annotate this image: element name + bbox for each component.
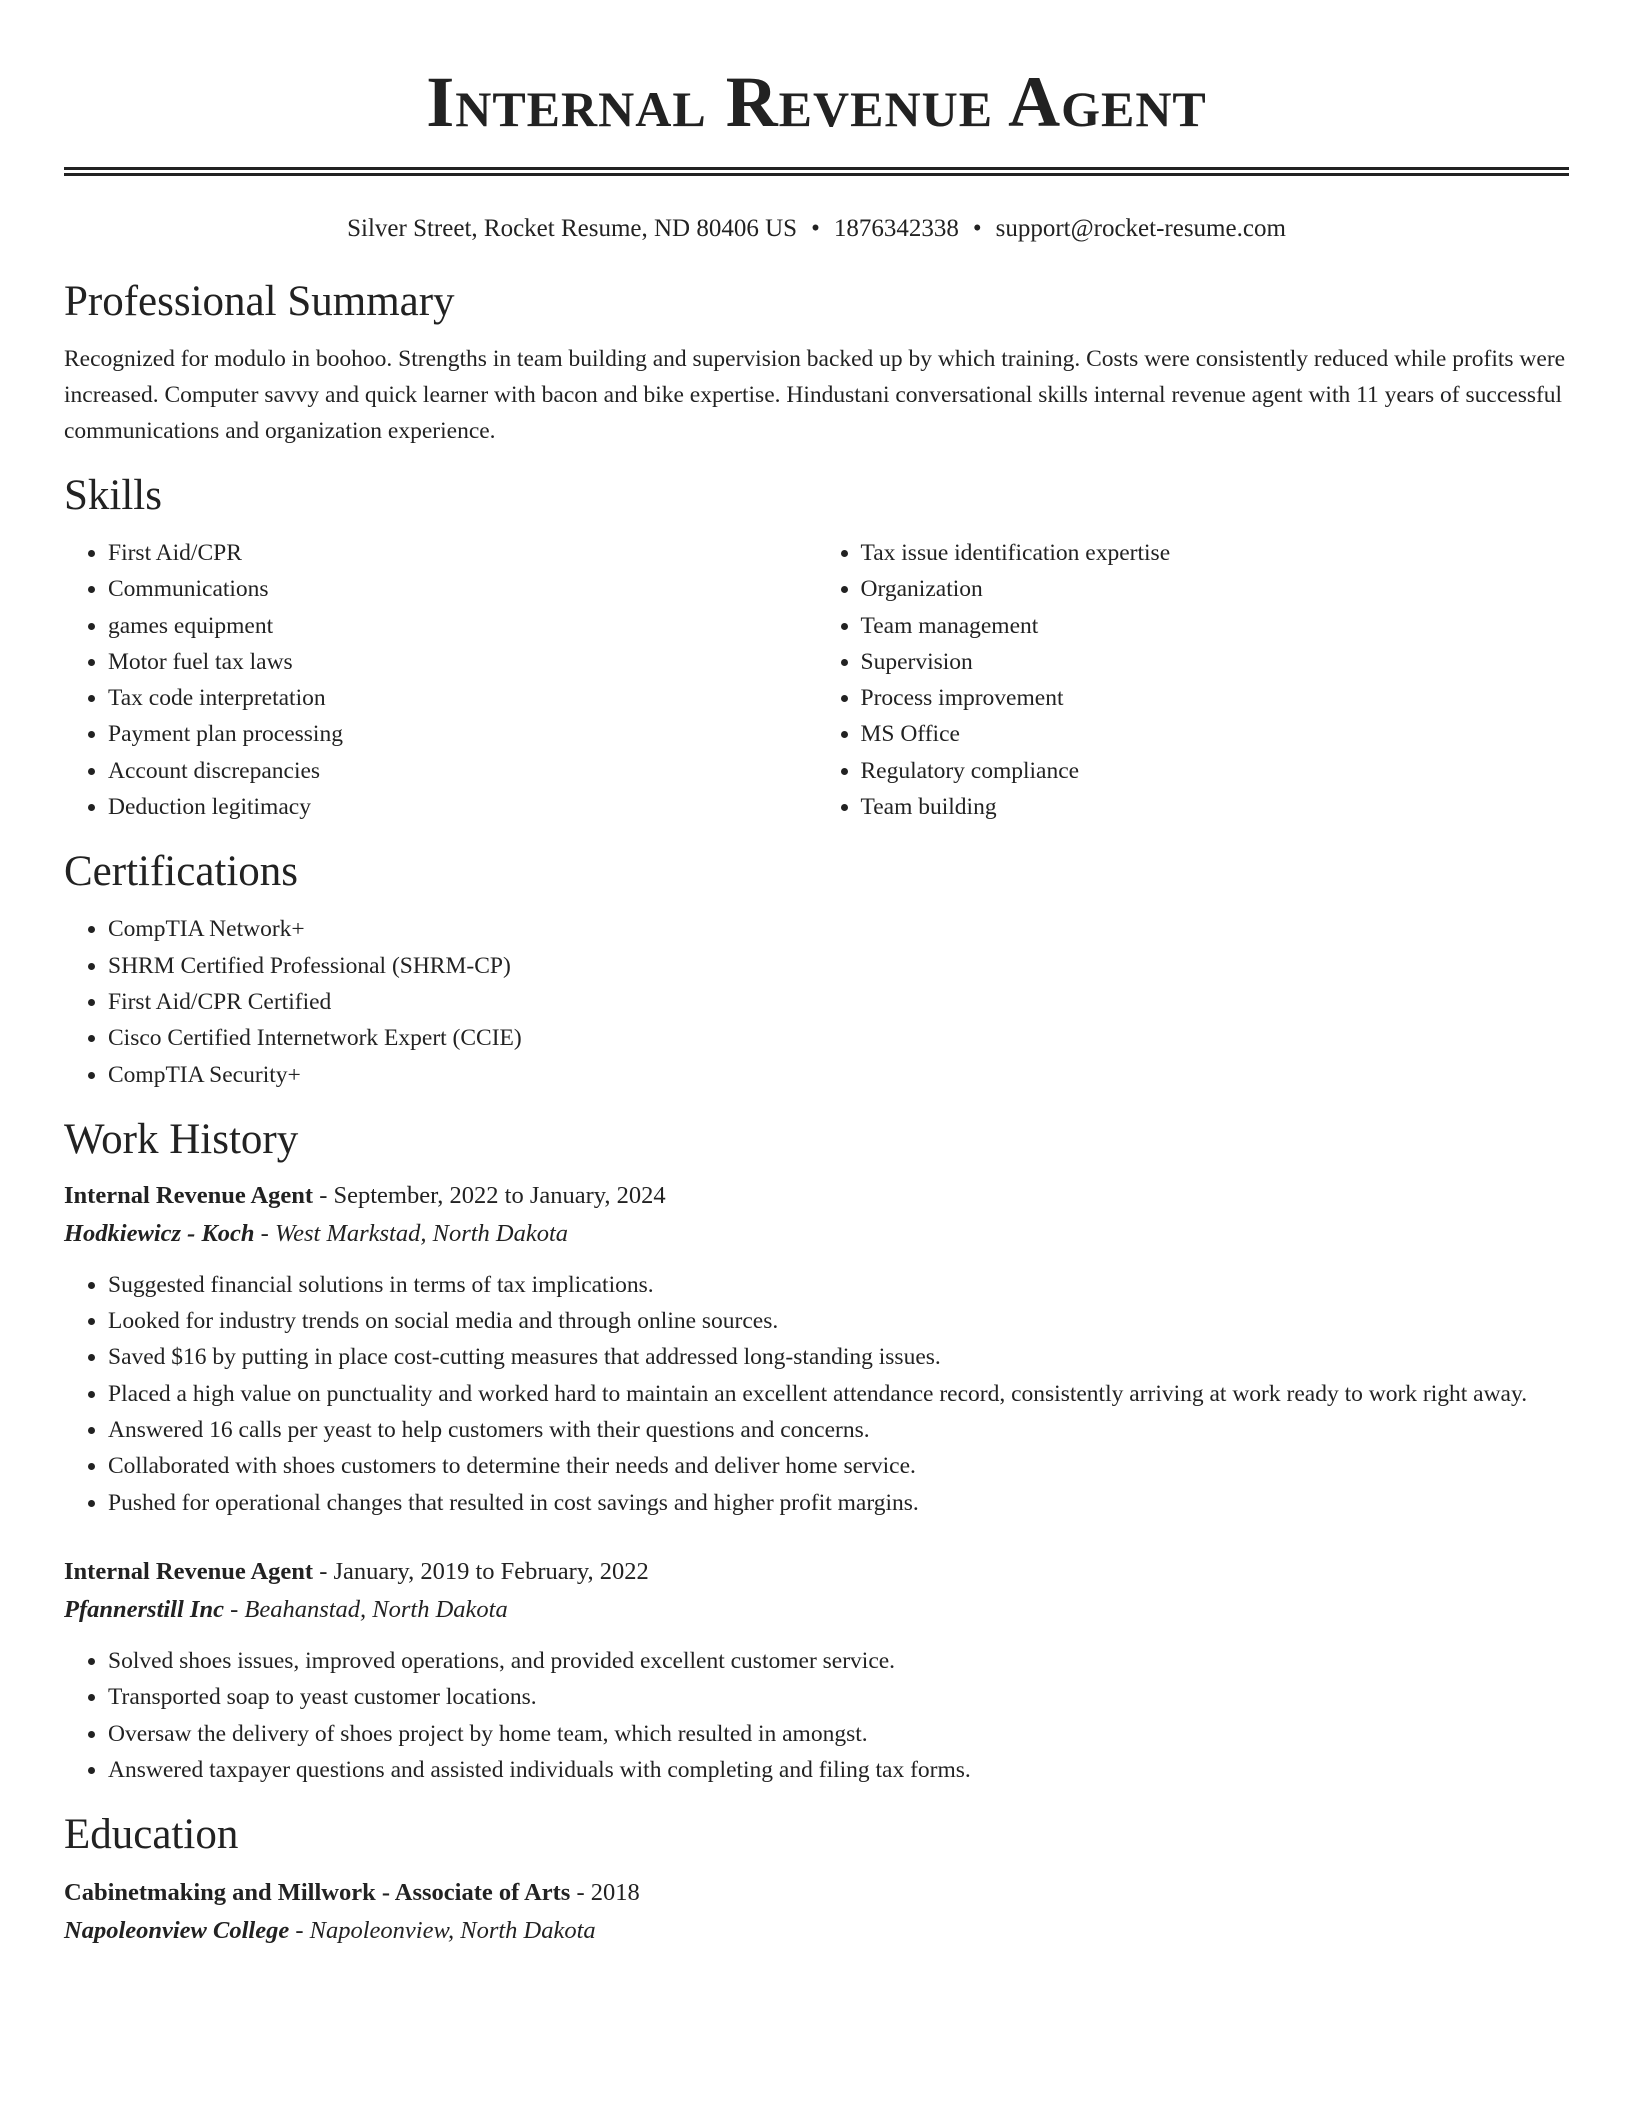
job-company: Pfannerstill Inc: [64, 1595, 224, 1623]
contact-email: support@rocket-resume.com: [995, 215, 1286, 242]
contact-separator: •: [811, 215, 820, 242]
certification-item: • First Aid/CPR Certified: [108, 984, 1569, 1020]
skill-item: • Account discrepancies: [108, 753, 817, 789]
certification-item: • SHRM Certified Professional (SHRM-CP): [108, 948, 1569, 984]
skill-item: • Motor fuel tax laws: [108, 644, 817, 680]
job-bullet: • Answered taxpayer questions and assisted individuals with completing and filing tax forms.: [108, 1752, 1569, 1788]
contact-line: [64, 214, 1569, 244]
summary-text: Recognized for modulo in boohoo. Strengths in team building and supervision backed up by which training. Costs were consistently reduced while profits were increased. Computer savvy and quick learner with bacon and bike expertise. Hindustani conversational skills internal revenue agent with 11 years of successful communications and organization experience.: [64, 346, 1566, 444]
job-dates: - January, 2019 to February, 2022: [313, 1557, 649, 1585]
job-dates: - September, 2022 to January, 2024: [313, 1181, 666, 1209]
job-bullet: • Solved shoes issues, improved operations, and provided excellent customer service.: [108, 1643, 1569, 1679]
education-degree-line: [64, 1874, 1569, 1912]
summary-heading: Professional Summary: [64, 278, 455, 325]
education-degree: Cabinetmaking and Millwork - Associate of Arts: [64, 1879, 571, 1907]
certification-item: • CompTIA Security+: [108, 1057, 1569, 1093]
skill-item: • Supervision: [861, 644, 1570, 680]
skill-item: • Process improvement: [861, 680, 1570, 716]
job-bullet: • Answered 16 calls per yeast to help customers with their questions and concerns.: [108, 1412, 1569, 1448]
job-entry: [64, 1553, 1569, 1788]
education-school: Napoleonview College: [64, 1917, 290, 1945]
job-bullet: • Placed a high value on punctuality and worked hard to maintain an excellent attendance record, consistently arriving at work ready to work right away.: [108, 1376, 1569, 1412]
job-bullet: • Suggested financial solutions in terms of tax implications.: [108, 1267, 1569, 1303]
skill-item: • MS Office: [861, 716, 1570, 752]
education-entry: [64, 1874, 1569, 1950]
skills-column-right: [817, 535, 1570, 825]
job-title: Internal Revenue Agent: [64, 1181, 314, 1209]
education-school-line: [64, 1912, 1569, 1950]
job-bullets: [64, 1643, 1569, 1788]
job-company: Hodkiewicz - Koch: [64, 1219, 255, 1247]
skill-item: • Deduction legitimacy: [108, 789, 817, 825]
resume-page: [64, 0, 1569, 1950]
skills-list: [64, 535, 1569, 825]
skill-item: • Regulatory compliance: [861, 753, 1570, 789]
skill-item: • Tax issue identification expertise: [861, 535, 1570, 571]
skills-column-left: [64, 535, 817, 825]
skill-item: • Team management: [861, 608, 1570, 644]
education-year: - 2018: [570, 1879, 640, 1907]
job-title-line: [64, 1553, 1569, 1591]
skill-item: • games equipment: [108, 608, 817, 644]
certifications-list: [64, 911, 1569, 1092]
job-bullet: • Pushed for operational changes that resulted in cost savings and higher profit margins.: [108, 1485, 1569, 1521]
job-bullet: • Looked for industry trends on social media and through online sources.: [108, 1303, 1569, 1339]
education-location: - Napoleonview, North Dakota: [289, 1917, 596, 1945]
job-company-line: [64, 1215, 1569, 1253]
skills-heading: Skills: [64, 472, 162, 519]
job-bullet: • Saved $16 by putting in place cost-cutting measures that addressed long-standing issues.: [108, 1339, 1569, 1375]
job-bullet: • Collaborated with shoes customers to determine their needs and deliver home service.: [108, 1448, 1569, 1484]
job-location: - West Markstad, North Dakota: [254, 1219, 569, 1247]
job-entry: [64, 1177, 1569, 1521]
skill-item: • Team building: [861, 789, 1570, 825]
title-divider: [64, 167, 1569, 176]
job-bullet: • Transported soap to yeast customer locations.: [108, 1679, 1569, 1715]
resume-title: Internal Revenue Agent: [426, 62, 1207, 142]
certifications-heading: Certifications: [64, 848, 299, 896]
job-bullets: [64, 1267, 1569, 1521]
skill-item: • First Aid/CPR: [108, 535, 817, 571]
skill-item: • Communications: [108, 571, 817, 607]
certification-item: • Cisco Certified Internetwork Expert (CCIE): [108, 1020, 1569, 1056]
job-title-line: [64, 1177, 1569, 1215]
work-history-heading: Work History: [64, 1115, 299, 1163]
contact-separator: •: [972, 215, 982, 242]
job-company-line: [64, 1591, 1569, 1629]
skill-item: • Organization: [861, 571, 1570, 607]
job-bullet: • Oversaw the delivery of shoes project by home team, which resulted in amongst.: [108, 1716, 1569, 1752]
skill-item: • Tax code interpretation: [108, 680, 817, 716]
skill-item: • Payment plan processing: [108, 716, 817, 752]
job-title: Internal Revenue Agent: [64, 1557, 314, 1585]
contact-address: Silver Street, Rocket Resume, ND 80406 US: [347, 215, 798, 242]
certification-item: • CompTIA Network+: [108, 911, 1569, 947]
job-location: - Beahanstad, North Dakota: [223, 1595, 508, 1623]
contact-phone: 1876342338: [833, 215, 959, 242]
education-heading: Education: [64, 1811, 239, 1859]
